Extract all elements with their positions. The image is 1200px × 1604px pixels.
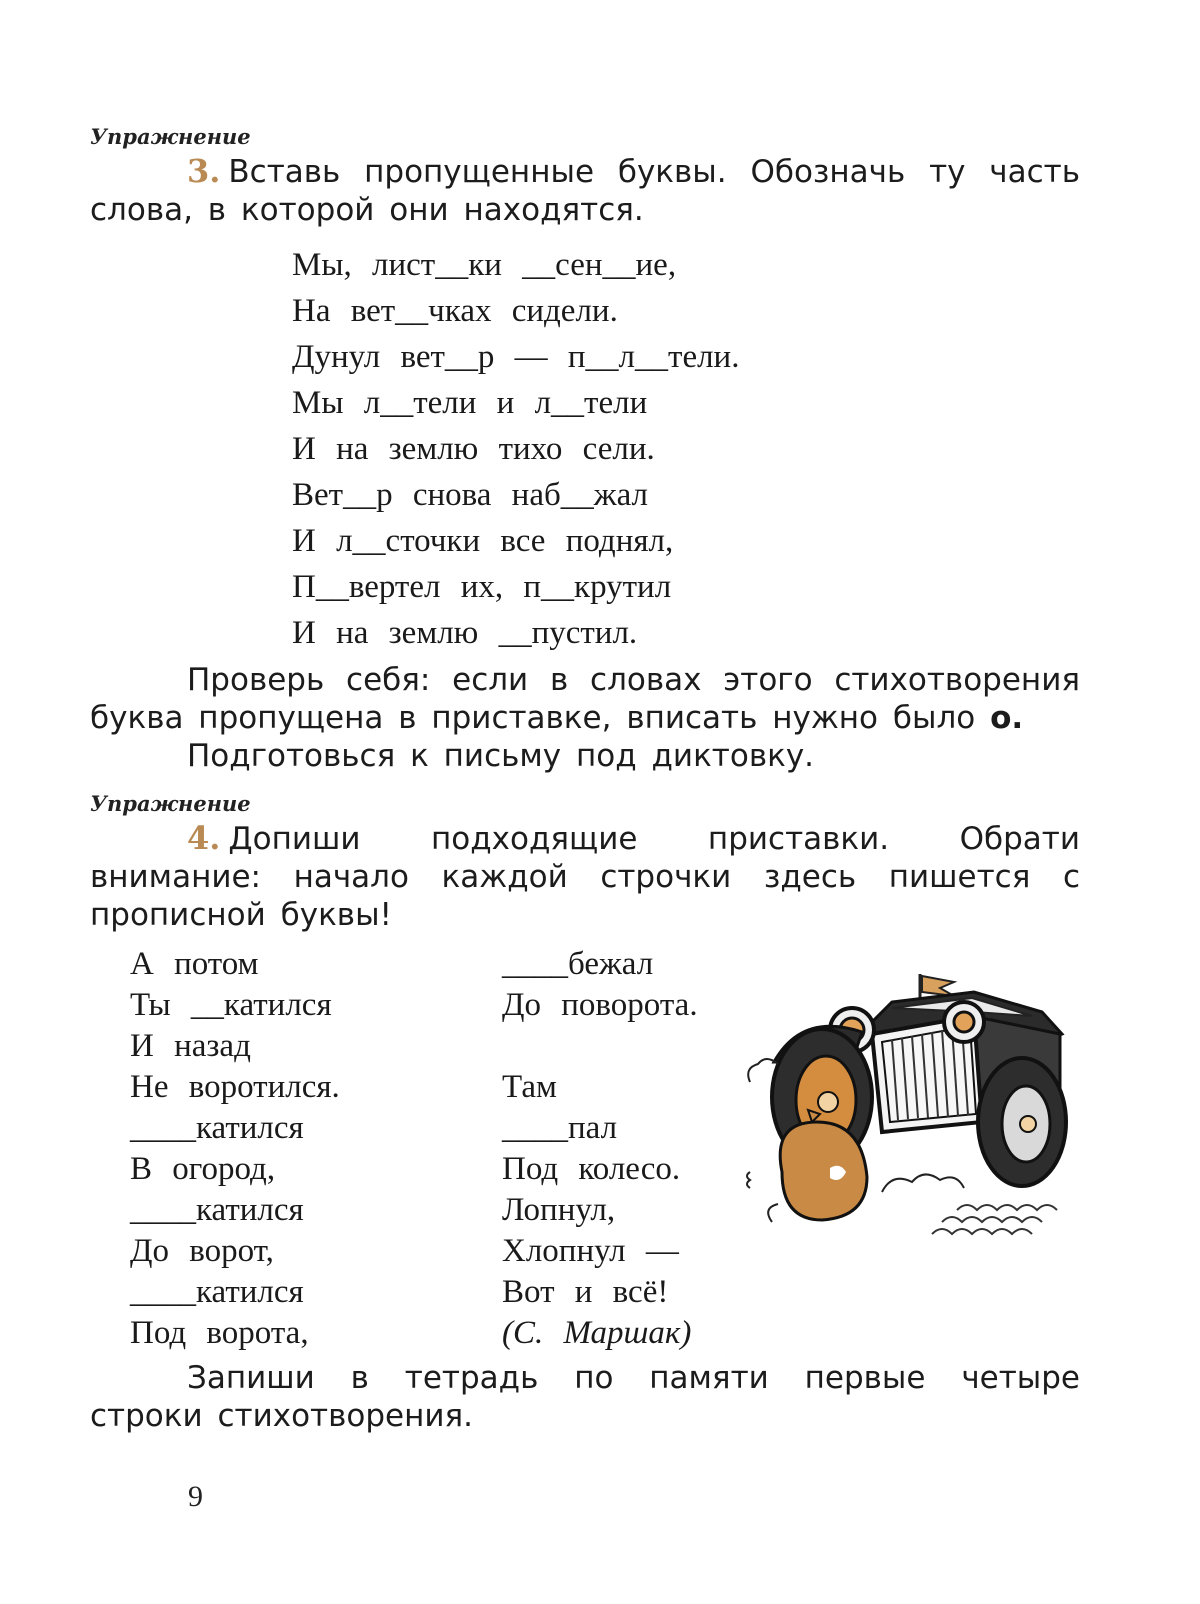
- poem-line: Там: [502, 1069, 557, 1105]
- poem-line: И назад: [130, 1028, 251, 1064]
- exercise-3-label: Упражнение: [90, 124, 251, 149]
- poem-line: На вет__чках сидели.: [292, 293, 618, 329]
- poem-line: [502, 1026, 698, 1067]
- car-and-ball-illustration: [742, 972, 1082, 1272]
- poem-line: Лопнул,: [502, 1192, 616, 1228]
- poem-line: Под колесо.: [502, 1151, 681, 1187]
- exercise-3-prepare: [90, 737, 1080, 775]
- poem-line: ____бежал: [502, 946, 654, 982]
- exercise-3-instruction-text: Вставь пропущенные буквы. Обозначь ту часть слова, в которой они находятся.: [90, 154, 1080, 228]
- page-number: 9: [188, 1480, 203, 1513]
- poem-line: А потом: [130, 946, 259, 982]
- poem-line: И на землю тихо сели.: [292, 431, 655, 467]
- exercise-4-instruction: [90, 819, 1080, 934]
- exercise-3-poem: [292, 242, 739, 656]
- poem-line: Не воротился.: [130, 1069, 340, 1105]
- poem-line: В огород,: [130, 1151, 276, 1187]
- poem-line: Мы л__тели и л__тели: [292, 385, 648, 421]
- poem-line: Дунул вет__р — п__л__тели.: [292, 339, 740, 375]
- poem-line: Под ворота,: [130, 1315, 309, 1351]
- exercise-4-label: Упражнение: [90, 791, 251, 816]
- exercise-4-number: 4.: [187, 819, 221, 857]
- poem-line: ____катился: [130, 1192, 304, 1228]
- poem-line: П__вертел их, п__крутил: [292, 569, 672, 605]
- check-letter: о.: [990, 700, 1024, 736]
- poem-line: Ты __катился: [130, 987, 332, 1023]
- exercise-4-final-task: [90, 1359, 1080, 1435]
- exercise-4-instruction-text: Допиши подходящие приставки. Обрати внимание: начало каждой строчки здесь пишется с прописной буквы!: [90, 821, 1080, 933]
- poem-line: Хлопнул —: [502, 1233, 679, 1269]
- exercise-4-poem-right: [502, 944, 698, 1354]
- poem-line: ____катился: [130, 1110, 304, 1146]
- exercise-3-number: 3.: [187, 152, 221, 190]
- exercise-3-instruction: [90, 152, 1080, 229]
- poem-line: Вет__р снова наб__жал: [292, 477, 648, 513]
- poem-line: До поворота.: [502, 987, 698, 1023]
- poem-line: И на землю __пустил.: [292, 615, 638, 651]
- poem-line: Вот и всё!: [502, 1274, 669, 1310]
- exercise-3-check: [90, 661, 1080, 737]
- exercise-4-poem-left: [130, 944, 340, 1354]
- prepare-text: Подготовься к письму под диктовку.: [187, 738, 815, 774]
- poem-line: До ворот,: [130, 1233, 274, 1269]
- poem-line: И л__сточки все поднял,: [292, 523, 674, 559]
- poem-line: Мы, лист__ки __сен__ие,: [292, 247, 677, 283]
- poem-line: ____пал: [502, 1110, 618, 1146]
- poem-author: (С. Маршак): [502, 1315, 692, 1351]
- check-text: Проверь себя: если в словах этого стихотворения буква пропущена в приставке, вписать нужно было: [90, 662, 1080, 736]
- poem-line: ____катился: [130, 1274, 304, 1310]
- final-text: Запиши в тетрадь по памяти первые четыре строки стихотворения.: [90, 1360, 1080, 1434]
